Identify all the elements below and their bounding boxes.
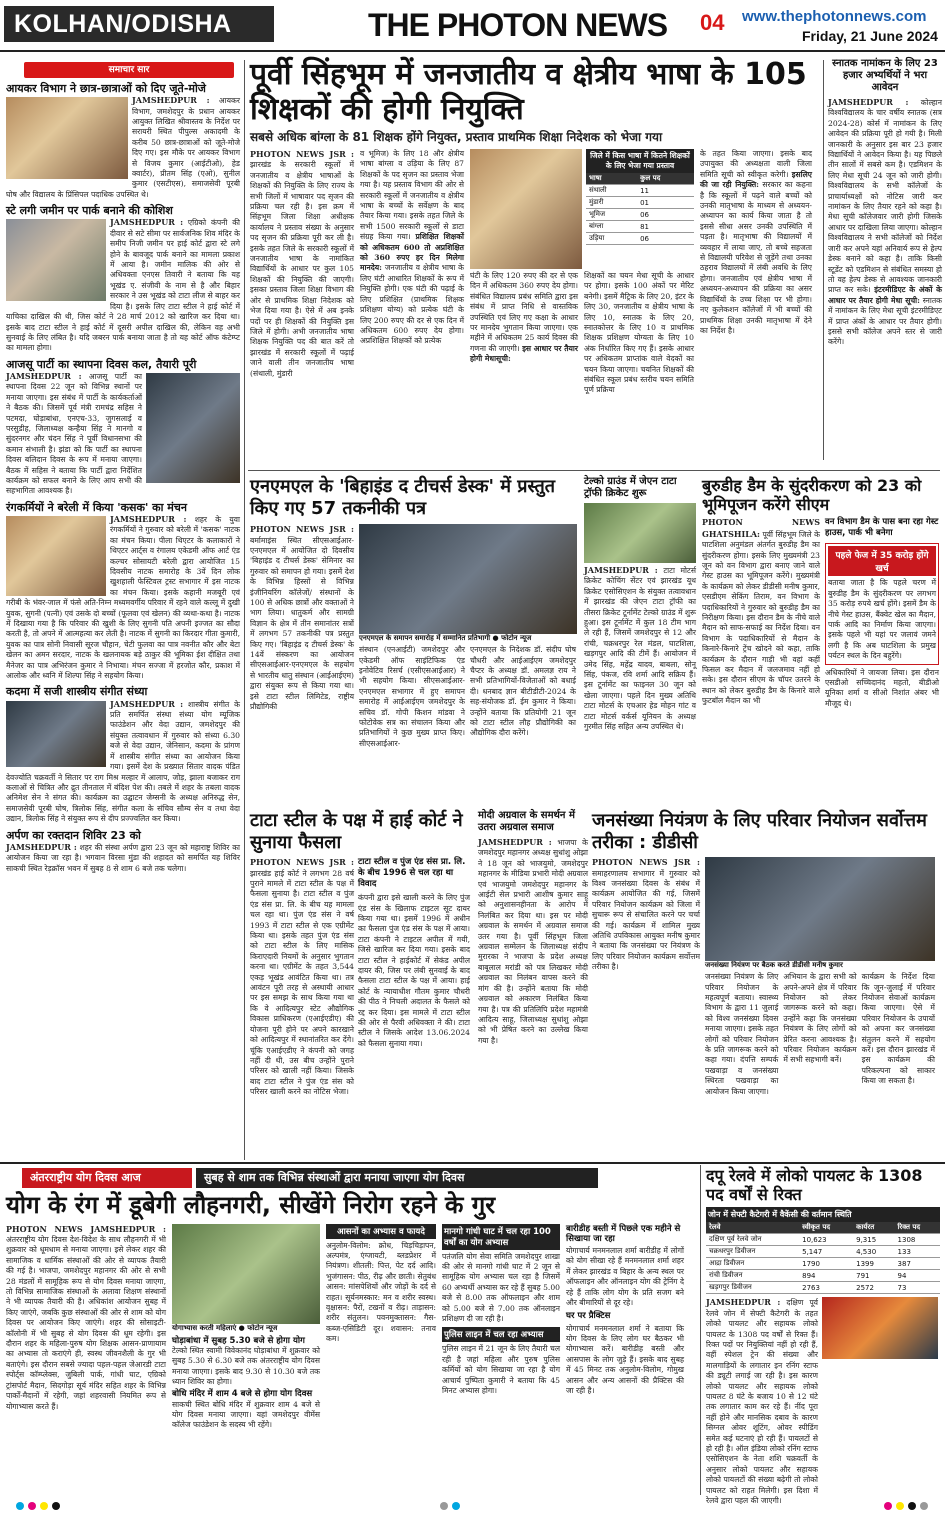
brief-headline: रंगकर्मियों ने बरेली में किया 'कसक' का मंचन (6, 500, 187, 514)
registration-dot (452, 1502, 460, 1510)
page-number: 04 (700, 10, 725, 35)
yoga-benefits-title: आसनों का अभ्यास व फायदे (326, 1224, 436, 1239)
population-photo (705, 857, 935, 961)
section-label: KOLHAN/ODISHA (4, 6, 274, 42)
population-caption: जनसंख्या नियंत्रण पर बैठक करते डीडीसी मनीष कुमार (705, 961, 843, 970)
language-table: जिले में किस भाषा में कितने शिक्षकों के लिए भेजा गया प्रस्ताव भाषा कुल पद संथाली 11 मुंडारी 01 भूमिज 06 बांग्ला 81 उड़िया 06 (586, 149, 694, 269)
railway-story: दपू रेलवे में लोको पायलट के 1308 पद वर्षों से रिक्त जोन में सेफ्टी कैटेगरी में वैकेंसी की वर्तमान स्थिति रेलवे स्वीकृत पद कार्यरत रिक्त पद दक्षिण पूर्व रेलवे जोन 10,623 9,315 1308 चक्रधरपुर डिवीजन 5,147 4,530 133 आद्रा डिवीजन 1790 1399 387 रांची डिवीजन 894 791 94 खड़गपुर डिवीजन 2763 2572 73 JAMSHEDPUR : दक्षिण पूर्व रेलवे जोन में सेफ्टी कैटेगरी के तहत लोको पायलट और सहायक लोको पायलट के 1308 पद वर्षों से रिक्त हैं। रिक्त पदों पर नियुक्तियां नहीं हो रही हैं, वहीं स्पेशल ट्रेन की संख्या और मालगाड़ियों के लगातार इन रनिंग स्टाफ की ड्यूटी लगाई जा रही है। इस कारण लोको पायलट और सहायक लोको पायलट 8 घंटे के बजाय 10 से 12 घंटे तक लगातार काम कर रहे हैं। नींद पूरा नहीं होने और मानसिक दबाव के कारण सिग्नल ओवर शूटिंग, ओवर स्पीडिंग समेत कई घटनाएं हो रही हैं। पायलटों से हो रही है। ऑल इंडिया लोको रनिंग स्टाफ एसोसिएशन के नेता शशि चक्रवर्ती के अनुसार लोको पायलट और सहायक लोको पायलटों की संख्या बढ़ेगी तो लोको पायलट को राहत मिलेगी। इस दिशा में रेलवे द्वारा पहल की जाएगी। (706, 1166, 940, 1498)
lead-headline: पूर्वी सिंहभूम में जनजातीय व क्षेत्रीय भाषा के 105 शिक्षकों की होगी नियुक्ति (250, 57, 807, 127)
yoga-tag: अंतरराष्ट्रीय योग दिवस आज (22, 1168, 192, 1188)
registration-dot (908, 1502, 916, 1510)
tata-headline: टाटा स्टील के पक्ष में हाई कोर्ट ने सुनाया फैसला (250, 810, 463, 853)
brief-headline: आजसू पार्टी का स्थापना दिवस कल, तैयारी पूरी (6, 357, 197, 371)
admissions-headline: स्नातक नामांकन के लिए 23 हजार अभ्यर्थियों ने भरा आवेदन (832, 58, 938, 93)
registration-dot (440, 1502, 448, 1510)
dam-box-title: पहले फेज में 35 करोड़ होंगे खर्च (828, 546, 936, 576)
briefs-column: आयकर विभाग ने छात्र-छात्राओं को दिए जूते-मोजे JAMSHEDPUR : आयकर विभाग, जमशेदपुर के प्रधान आयकर आयुक्त लिखित श्रीवास्तव के निर्देश पर सरायरी स्थित पीपुल्स अकादमी के करीब 50 छात्र-छात्राओं को जूते-मोजे दिए गए। इस मौके पर आयकर विभाग से विजय कुमार (आईटीओ), हेड क्वार्टर), प्रीतम सिंह (एओ), सुनील कुमार (एसटीएस), समाजसेवी पूरबी घोष और विद्यालय के प्रिंसिपल पदाधिक उपस्थित थे। स्टे लगी जमीन पर पार्क बनाने की कोशिश JAMSHEDPUR : एग्रिको कंपनी की दीवार से सटे सीमा पर सार्वजनिक शिव मंदिर के समीप निजी जमीन पर हाई कोर्ट द्वारा स्टे लगे होने के बावजूद पार्क बनाने का मामला प्रकाश में आया है। जमीन मालिक की ओर से अधिवक्ता एनएस तिवारी ने बताया कि यह भूखंड ए. संजीवी के नाम से है और बिहार सरकार ने उस भूखंड को टाटा लीज से बाहर कर दिया है। इसके लिए टाटा स्टील ने हाई कोर्ट में याचिका दाखिल की थी, जिस कोर्ट ने 28 मार्च 2012 को खारिज कर दिया था। इसके बाद टाटा स्टील ने हाई कोर्ट में दूसरी अपील दाखिल की, लेकिन वह अभी सुनवाई के लिए लंबित है। यदि जबरन पार्क बनाया जाता है तो यह कोर्ट ऑफ कंटेम्प्ट का मामला होगा। आजसू पार्टी का स्थापना दिवस कल, तैयारी पूरी JAMSHEDPUR : आजसू पार्टी का स्थापना दिवस 22 जून को विभिन्न स्थानों पर मनाया जाएगा। इस संबंध में पार्टी के कार्यकर्ताओं ने बैठक की। जिसमें पूर्व मंत्री रामचंद्र सहिस ने पटमदा, घोड़ाबांधा, एनएच-33, जुगसलाई व परसुडीह, जिलाध्यक्ष कन्हैया सिंह ने मानगो व सुंदरनगर और चंदन सिंह ने पूर्वी विधानसभा की कमान संभाली है। झंडा को कि पार्टी का स्थापना दिवस बलिदान दिवस के रूप में मनाया जाएगा। बैठक में सहिस ने बताया कि पार्टी द्वारा निर्देशित कार्यक्रम को सफल बनाने के लिए आप सभी की सहभागिता आवश्यक है। रंगकर्मियों ने बरेली में किया 'कसक' का मंचन JAMSHEDPUR : शहर के युवा रंगकर्मियों ने गुरुवार को बरेली में 'कसक' नाटक का मंचन किया। पीला थिएटर के कलाकारों ने थिएटर आर्ट्स व रंगालय एकेडमी ऑफ आर्ट एंड कल्चर सोसायटी बरेली द्वारा आयोजित 15 दिवसीय नाटक समारोह के 3वें दिन लोक खुशहाली फेस्टिवल ट्रस्ट सभागार में इस नाटक का मंचन किया। इसके कहानी मजबूरी एवं गरीबी के भंवर-जाल में फंसे अति-निम्न मध्यमवर्गीय परिवार में रहने वाले कल्लू में दुखी युवक, सुगनी (पत्नी) एवं उसके दो बच्चों (फूलवा एवं खेलन) की व्यथा-कथा है। नाटक में दिखाया गया है कि परिवार की खुशी के लिए सुगनी पति अपनी इज्जत का सौदा करती है, तो अपने में आत्महत्या कर लेती है। नाटक में सुगनी का किरदार गीता कुमारी, युवक का पात्र सोनी निवासी सूरज चौहान, चेटी फुलवा का पात्र नवनीत कौर और बेटा खेलन का अमन सरदार, नाटक के खलनायक बड़े ठाकुर की भूमिका ईश दीक्षित तथा मैनेजर का पात्र अभिरंजन कुमार ने निभाया। मंचन सज्जा में हरजोत कौर, प्रकाश में आलोक और ध्वनि में शिल्पा सिंह ने सहयोग किया। कदमा में सजी शास्त्रीय संगीत संध्या JAMSHEDPUR : शास्त्रीय संगीत के प्रति समर्पित संस्था संध्या योग म्यूजिक फाउंडेशन और वेदा उद्यान, जमशेदपुर की संयुक्त तत्वावधान में गुरुवार को संध्या 6.30 बजे से वेदा उद्यान, जेनिसान, कदमा के प्रांगण में शास्त्रीय संगीत संध्या का आयोजन किया गया। इसमें देश के प्रख्यात सितार वादक पंडित देवज्योति चक्रवर्ती ने सितार पर राग मिश्र मल्हार में आलाप, जोड़, झाला बजाकर राग कलाओं से चित्रित और द्रुत तीनताल में बंदिश पेश की। तबले में शहर के तबला वादक अनिमेश सेन ने संगत की। कार्यक्रम का उद्घाटन जेम्सनी के अध्यक्ष अनिरुद्ध सेन, समाजसेवी पूरबी घोष, त्रिलोक सिंह, संगीत कला के संचिव सौम्य सेन व तथा वेदा उद्यान, त्रिलोक सिंह ने संयुक्त रूप से दीप प्रज्ज्वलित कर किया। अर्पण का रक्तदान शिविर 23 को JAMSHEDPUR : शहर की संस्था अर्पण द्वारा 23 जून को महाराष्ट्र शिविर का आयोजन किया जा रहा है। भगवान विरसा मुंडा की शहादत को समर्पित यह शिविर साकची स्थित रेड़क्रॉस भवन में सुबह 8 से शाम 6 बजे तक चलेगा। (6, 82, 240, 873)
dam-headline: बुरुडीह डैम के सुंदरीकरण को 23 को भूमिपूजन करेंगे सीएम (702, 476, 922, 515)
dam-story: बुरुडीह डैम के सुंदरीकरण को 23 को भूमिपूजन करेंगे सीएम PHOTON NEWS GHATSHILA: पूर्वी सिंहभूम जिले के घाटशिला अनुमंडल अंतर्गत बुरुडीह डैम का सुंदरीकरण होगा। इसके लिए मुख्यमंत्री 23 जून को वन विभाग द्वारा बनाए जाने वाले गेस्ट हाउस का भूमिपूजन करेंगे। मुख्यमंत्री के कार्यक्रम को लेकर डीडीसी मनीष कुमार, एसडीएम सेकिंग तिराम, वन विभाग के पदाधिकारियों ने गुरुवार को बुरुडीह डैम का निरीक्षण किया। इस दौरान डैम के नीचे वाले मैदान को साफ-सफाई का निर्देश दिया। वन विभाग के पदाधिकारियों से मैदान के किनारे-किनारे ट्रेंच खोदने को कहा, ताकि कार्यक्रम के दौरान गाड़ी भी वहां कहीं फिसल कर मैदान में जलजमाव नहीं हो सके। इस दौरान सीएम के चॉपर उतरने के स्थान को लेकर बुरुडीह डैम के किनारे वाले फुटबॉल मैदान का भी वन विभाग डैम के पास बना रहा गेस्ट हाउस, पार्क भी बनेगा पहले फेज में 35 करोड़ होंगे खर्च बताया जाता है कि पहले चरण में बुरुडीह डैम के सुंदरीकरण पर लगभग 35 करोड़ रुपये खर्च होंगे। इसमें डैम के नीचे गेस्ट हाउस, बैंक्वेट खेल का मैदान, पार्क आदि का निर्माण किया जाएगा। इसके पहले भी यहां पर जलावं जमने लगी है कि अब घाटशिला के प्रमुख पर्यटन स्थल के दिन बहुरेंगे। अधिकारियों ने जायजा लिया। इस दौरान एसडीओ सच्चिदानंद महतो, बीडीओ यूनिका शर्मा व सीओ निशांत अंबर भी मौजूद थे। (702, 476, 939, 708)
brief-photo (6, 97, 128, 179)
brief-photo (6, 516, 106, 596)
brief-photo (146, 373, 240, 483)
yoga-story: योग के रंग में डूबेगी लौहनगरी, सीखेंगे निरोग रहने के गुर PHOTON NEWS JAMSHEDPUR : अंतरराष्ट्रीय योग दिवस देश-विदेश के साथ लौहनगरी में भी शुक्रवार को धूमधाम से मनाया जाएगा। इसे लेकर शहर की सामाजिक व धार्मिक संस्थाओं की ओर से व्यापक तैयारी की गई है। भाजपा, जमशेदपुर महानगर की ओर से सभी 28 मंडलों में सामूहिक रूप से योग दिवस मनाया जाएगा, तो विभिन्न सामाजिक संस्थाओं के अलावा शिक्षण संस्थानों ने भी व्यापक तैयारी की है। अधिकांश आयोजन सुबह में किए जाएंगे, जबकि कुछ संस्थाओं की ओर से शाम को योग दिवस पर आयोजन किए जाएंगे। शहर की सोसाइटी-कॉलोनी में भी सुबह से योग दिवस की धूम रहेगी। इस दौरान शहर के महिला-पुरुष योग शिक्षक आसन-प्राणायाम का अभ्यास तो कराएंगे ही, स्वस्थ जीवनशैली के गुर भी बताएंगे। इस दौरान सबसे ज्यादा पहल-पहल जेआरडी टाटा स्पोर्ट्स कॉम्प्लेक्स, जुबिली पार्क, गांधी घाट, एग्रिको ट्रांसपोर्ट मैदान, सिदगोड़ा सूर्य मंदिर सहित शहर के विभिन्न पार्कों-मैदानों में रहेगी, जहां शहरवासी नियमित रूप से योगाभ्यास करते हैं। योगाभ्यास करती महिलाएं ● फोटोन न्यूज घोड़ाबांधा में सुबह 5.30 बजे से होगा योग टेल्को स्थित स्वामी विवेकानंद घोड़ाबांधा में शुक्रवार को सुबह 5.30 से 6.30 बजे तक अंतरराष्ट्रीय योग दिवस मनाया जाएगा। इसके बाद 9.30 से 10.30 बजे तक ध्यान शिविर का होगा। बोधि मंदिर में शाम 4 बजे से होगा योग दिवस साकची स्थित बोधि मंदिर में शुक्रवार शाम 4 बजे से योग दिवस मनाया जाएगा। यहां जमशेदपुर वीमेंस कॉलेज फाउंडेशन के सदस्य भी रहेंगे। आसनों का अभ्यास व फायदे अनुलोम-विलोम: क्रोध, चिड़चिड़ापन, अल्पमंत्र, एंग्जायटी, ब्लडप्रेशर में नियंत्रण। शीतली: पित्त, पेट दर्द आदि। भुजंगासन: पीठ, रीढ़ और छाती। सेतुबंध आसन: मांसपेशियों और जोड़ों के दर्द से राहत। सूर्यनमस्कार: मन व शरीर स्वस्थ। वृक्षासन: पैरों, टखनों व रीढ़। ताड़ासन: शरीर संतुलन। पवनमुक्तासन: गैस-कब्ज-एसिडिटी दूर। शवासन: तनाव कम। मानगो गांधी घाट में चल रहा 100 वर्षों का योग अभ्यास पतंजलि योग सेवा समिति जमशेदपुर शाखा की ओर से मानगो गांधी घाट में 2 जून से सामूहिक योग अभ्यास चल रहा है जिसमें 60 अभ्यर्थी अभ्यास कर रहे हैं सुबह 5.00 बजे से 8.00 तक ऑफलाइन और शाम को 5.00 बजे से 7.00 तक ऑनलाइन प्रशिक्षण दी जा रही है। पुलिस लाइन में चल रहा अभ्यास पुलिस लाइन में 21 जून के लिए तैयारी चल रही है जहां महिला और पुरुष पुलिस कर्मियों को योग सिखाया जा रहा है योग आचार्य पुष्पिता कुमारी ने बताया कि 45 मिनट अभ्यास होगा। बारीडीह बस्ती में पिछले एक महीने से सिखाया जा रहा योगाचार्य मनमनलाल शर्मा बारीडीह में लोगों को योग सीखा रहे हैं मनमनलाल शर्मा शहर में लेकर झारखंड व बिहार के अन्य स्थल पर ऑफलाइन और ऑनलाइन योग की ट्रेनिंग दे रहे हैं ताकि लोग योग के प्रति सजग बने और बीमारियों से दूर रहे। घर पर प्रैक्टिस योगाचार्य मनमनलाल शर्मा ने बताया कि योग दिवस के लिए लोग घर बैठकर भी योगाभ्यास करें। बारीडीह बस्ती और आसपास के लोग जुड़े हैं। इसके बाद सुबह में 45 मिनट तक अनुलोम-विलोम, गोमुख आसन और अन्य आसनों की प्रैक्टिस की जा रही है। (6, 1192, 696, 1498)
registration-dot (884, 1502, 892, 1510)
registration-dot (28, 1502, 36, 1510)
cricket-story: टेल्को ग्राउंड में जेएन टाटा ट्रॉफी क्रिकेट शुरू JAMSHEDPUR : टाटा मोटर्स क्रिकेट कोचिंग सेंटर एवं झारखंड यूथ क्रिकेट एसोसिएशन के संयुक्त तत्वावधान में झारखंड की जेएन टाटा ट्रॉफी का तीसरा क्रिकेट टूर्नामेंट टेल्को ग्राउंड में शुरू हुआ। इस टूर्नामेंट में कुल 18 टीम भाग ले रही हैं, जिसमें जमशेदपुर से 12 और रांची, चक्रधरपुर रेल मंडल, घाटशिला, खड़गपुर आदि की टीमें हैं। आयोजन में उमेद सिंह, महेंद्र यादव, बाबला, सोनू सिंह, पंकज, रवि शर्मा आदि सक्रिय हैं। इस टूर्नामेंट का फाइनल 30 जून को खेला जाएगा। पहले दिन मुख्य अतिथि टाटा मोटर्स के एचआर हेड मोहन गांट व टाटा मोटर्स वर्कर्स यूनियन के अध्यक्ष गुरमीत सिंह सहित अन्य उपस्थित थे। (584, 476, 696, 732)
tata-side-deck: टाटा स्टील व पुंज एंड संस प्रा. लि. के बीच 1996 से चल रहा था विवाद (358, 857, 466, 890)
nml-caption: एनएमएल के समापन समारोह में सम्मानित प्रतिभागी ● फोटोन न्यूज (359, 634, 532, 643)
registration-dot (40, 1502, 48, 1510)
tata-story: टाटा स्टील के पक्ष में हाई कोर्ट ने सुनाया फैसला PHOTON NEWS JSR : झारखंड हाई कोर्ट ने लगभग 28 वर्ष पुराने मामले में टाटा स्टील के पक्ष में फैसला सुनाया है। टाटा स्टील व पुंज एंड संस प्रा. लि. के बीच यह मामला चल रहा था। पुंज एंड संस ने वर्ष 1993 में टाटा स्टील से एक एग्रीमेंट किया था। इसके तहत पुंज एंड संस को टाटा स्टील के लिए मासिक किराएदारी नियमों के अनुसार भुगतान करना था। एग्रीमेंट के तहत 3,544 एकड़ भूखंड आवंटित किया था। तत्र आवंटन पूरी तरह से अस्थायी आधार पर इस समझ के साथ किया गया था कि वे आदित्यपुर स्टेट औद्योगिक विकास प्राधिकरण (एआईएडीए) की योजना पूरी होने पर अपने कारखाने को आदित्यपुर में स्थानांतरित कर देंगे। चूंकि एआईएडीए ने कंपनी को जगह नहीं दी थी, उस बीच उन्होंने पुराने परिसर को खाली नहीं किया। जिसके बाद टाटा स्टील ने पुंज एंड संस को परिसर खाली करने का नोटिस भेजा। टाटा स्टील व पुंज एंड संस प्रा. लि. के बीच 1996 से चल रहा था विवाद कंपनी द्वारा इसे खाली करने के लिए पुंज एंड संस के खिलाफ टाइटल सूट दायर किया गया था। इसमें 1996 में अधीन का फैसला पुंज एंड संस के पक्ष में आया। टाटा कंपनी ने टाइटल अपील में गयी, जिसे खारिज कर दिया गया। इसके बाद टाटा स्टील ने हाईकोर्ट में सेकंड अपील दायर की, जिस पर लंबी सुनवाई के बाद फैसला टाटा स्टील के पक्ष में आया। हाई कोर्ट के न्यायाधीश गौतम कुमार चौधरी की पीठ ने निचली अदालत के फैसले को रद्द कर दिया। इस मामले में टाटा स्टील की ओर से पैरवी अधिवक्ता ने की। टाटा स्टील ने जिसके आदेश 13.06.2024 को फैसला सुनाया गया। (250, 810, 470, 1097)
brief-headline: आयकर विभाग ने छात्र-छात्राओं को दिए जूते-मोजे (6, 82, 206, 95)
railway-vacancy-table: रेलवे स्वीकृत पद कार्यरत रिक्त पद दक्षिण पूर्व रेलवे जोन 10,623 9,315 1308 चक्रधरपुर डिवीजन 5,147 4,530 133 आद्रा डिवीजन 1790 1399 387 रांची डिवीजन 894 791 94 खड़गपुर डिवीजन 2763 2572 73 (706, 1222, 940, 1294)
yoga-headline: योग के रंग में डूबेगी लौहनगरी, सीखेंगे निरोग रहने के गुर (6, 1191, 496, 1219)
modi-story: मोदी अग्रवाल के समर्थन में उतरा अग्रवाल समाज JAMSHEDPUR : भाजपा के जमशेदपुर महानगर अध्यक्ष सुधांशु ओझा ने 18 जून को भाजयुमो, जमशेदपुर महानगर के मीडिया प्रभारी मोदी अग्रवाल एवं भाजयुमो जमशेदपुर महानगर के आईटी सेल प्रभारी आशीष कुमार साहू को अनुशासनहीनता के आरोप में निलंबित कर दिया था। इस पर मोदी अग्रवाल के समर्थन में अग्रवाल समाज उतर गया है। पूर्वी सिंहभूम जिला अग्रवाल सम्मेलन के जिलाध्यक्ष संदीप मुरारका ने भाजपा के प्रदेश अध्यक्ष बाबूलाल मरांडी को पत्र लिखकर मोदी अग्रवाल का निलंबन वापस करने की मांग की है। उन्होंने बताया कि मोदी अग्रवाल को अकारण निलंबित किया गया है। पत्र की प्रतिलिपि प्रदेश महामंत्री आदित्य साहू, जिलाध्यक्ष सुधांशु ओझा को भी प्रेषित करने का उल्लेख किया गया है। (478, 810, 588, 1045)
brief-photo (6, 701, 106, 767)
registration-dot (16, 1502, 24, 1510)
masthead (0, 0, 945, 52)
brief-headline: अर्पण का रक्तदान शिविर 23 को (6, 828, 141, 842)
briefs-tag: समाचार सार (24, 62, 234, 78)
railway-table-title: जोन में सेफ्टी कैटेगरी में वैकेंसी की वर्तमान स्थिति (706, 1207, 940, 1222)
nml-story: एनएमएल के 'बिहाइंड द टीचर्स डेस्क' में प्रस्तुत किए गए 57 तकनीकी पत्र PHOTON NEWS JSR : बर्मामाइंस स्थित सीएसआईआर-एनएमएल में आयोजित दो दिवसीय 'बिहाइंड द टीचर्स डेस्क' सेमिनार का गुरुवार को समापन हो गया। इसमें देश के विभिन्न हिस्सों से विभिन्न इंजीनियरिंग कॉलेजों/ संस्थानों के 100 से अधिक छात्रों और वक्ताओं ने भाग लिया। धातुकर्म और सामग्री विज्ञान के क्षेत्र में तीन समानांतर सत्रों में लगभग 57 तकनीकी पत्र प्रस्तुत किए गए। 'बिहाइंड द टीचर्स डेस्क' के 14वें संस्करण का आयोजन सीएसआईआर-एनएमएल के सहयोग से भारतीय धातु संस्थान (आईआईएम) द्वारा संयुक्त रूप से किया गया था। इसे टाटा स्टील लिमिटेड, राष्ट्रीय प्रौद्योगिकी एनएमएल के समापन समारोह में सम्मानित प्रतिभागी ● फोटोन न्यूज संस्थान (एनआईटी) जमशेदपुर और एकेडमी ऑफ साइंटिफिक एंड इनोवेटिव रिसर्च (एसीएसआईआर) ने भी सहयोग किया। सीएसआईआर-एनएमएल सभागार में हुए समापन समारोह में आईआईएम जमशेदपुर के सचिव डॉ. गोपी किशन मांडवा ने फोटोवेक सत्र का संचालन किया और प्रतिभागियों ने कुछ मुख्य प्राप्त किए। सीएसआईआर- एनएमएल के निदेशक डॉ. संदीप घोष चौधरी और आईआईएम जमशेदपुर चैप्टर के अध्यक्ष डॉ. अमलज्ञ राय ने सभी प्रतिभागियों-विजेताओं को बधाई दी। धनबाद ज्ञान बीटीडीटी-2024 के सह-संयोजक डॉ. ईम कुमार ने किया। उन्होंने बताया कि प्रतियोगी 21 जून को टाटा स्टील लौह प्रौद्योगिकी का औद्योगिक दौरा करेंगे। (250, 476, 576, 748)
nml-photo (359, 524, 577, 634)
teacher-photo (470, 149, 582, 269)
cricket-headline: टेल्को ग्राउंड में जेएन टाटा ट्रॉफी क्रिकेट शुरू (584, 476, 677, 499)
cricket-photo (584, 503, 696, 563)
registration-dot (896, 1502, 904, 1510)
yoga-photo-caption: योगाभ्यास करती महिलाएं ● फोटोन न्यूज (172, 1323, 278, 1332)
yoga-subtag: सुबह से शाम तक विभिन्न संस्थाओं द्वारा मनाया जाएगा योग दिवस (196, 1168, 598, 1188)
yoga-photo (172, 1224, 320, 1324)
brief-headline: स्टे लगी जमीन पर पार्क बनाने की कोशिश (6, 204, 173, 218)
modi-headline: मोदी अग्रवाल के समर्थन में उतरा अग्रवाल समाज (478, 810, 575, 833)
lead-story: पूर्वी सिंहभूम में जनजातीय व क्षेत्रीय भाषा के 105 शिक्षकों की होगी नियुक्ति सबसे अधिक बांग्ला के 81 शिक्षक होंगे नियुक्त, प्रस्ताव प्राथमिक शिक्षा निदेशक को भेजा गया PHOTON NEWS JSR : झारखंड के सरकारी स्कूलों में जनजातीय व क्षेत्रीय भाषाओं के शिक्षकों की नियुक्ति के लिए राज्य के सभी जिलों में भाषावार पद सृजन की प्रक्रिया चल रही है। इस क्रम में सिंहभूम जिला शिक्षा अधीक्षक कार्यालय ने प्रस्ताव संख्या के अनुसार पद सृजन की प्रक्रिया पूरी कर ली है। इसके तहत जिले के सरकारी स्कूलों में जनजातीय भाषा के नामांकित विद्यार्थियों के आधार पर कुल 105 शिक्षकों की नियुक्ति की जाएगी। इसका प्रस्ताव जिला शिक्षा विभाग की ओर से प्राथमिक शिक्षा निदेशक को भेज दिया गया है। ऐसे में अब इनके पदों पर ही शिक्षकों की नियुक्ति इस जिले में होगी। अभी जनजातीय भाषा शिक्षक नियुक्ति पद की बात करें तो झारखंड में सरकारी स्कूलों में पढ़ाई जाने वाली तीन जनजातीय भाषा (संथाली, मुंडारी व भूमिज) के लिए 18 और क्षेत्रीय भाषा बांग्ला व उड़िया के लिए 87 शिक्षकों के पद सृजन का प्रस्ताव भेजा गया है। यह प्रस्ताव विभाग की ओर से सरकारी स्कूलों में जनजातीय व क्षेत्रीय भाषा के बच्चों के सर्वेक्षण के बाद तैयार किया गया। इसके तहत जिले के सभी 1500 सरकारी स्कूलों से डाटा संग्रह किया गया। प्रशिक्षित शिक्षकों को अधिकतम 600 तो अप्रशिक्षित को 360 रुपए हर दिन मिलेगा मानदेय: जनजातीय व क्षेत्रीय भाषा के लिए घंटी आधारित शिक्षकों के रूप में नियुक्ति होगी। एक घंटी की पढ़ाई के लिए प्रशिक्षित (प्राथमिक शिक्षक प्रशिक्षण योग्य) को प्रत्येक घंटी के लिए 200 रुपए की दर से एक दिन में अधिकतम 600 रुपए देय होगा। अप्रशिक्षित शिक्षकों को प्रत्येक जिले में किस भाषा में कितने शिक्षकों के लिए भेजा गया प्रस्ताव भाषा कुल पद संथाली 11 मुंडारी 01 भूमिज 06 बांग्ला 81 उड़िया 06 घंटी के लिए 120 रुपए की दर से एक दिन में अधिकतम 360 रुपए देय होगा। संबंधित विद्यालय प्रबंध समिति द्वारा इस संबंध में प्राप्त निधि से वास्तविक उपस्थिति एवं लिए गए कक्षा के आधार पर मानदेय भुगतान किया जाएगा। एक महीने में अधिकतम 25 कार्य दिवस की गणना की जाएगी। इस आधार पर तैयार होगी मेधासूची: शिक्षकों का चयन मेधा सूची के आधार पर होगा। इसके 100 अंकों पर मेरिट बनेगी। इसमें मैट्रिक के लिए 20, इंटर के लिए 30, जनजातीय व क्षेत्रीय भाषा के लिए 10, स्नातक के लिए 20, स्नातकोत्तर के लिए 10 व प्राथमिक शिक्षक प्रशिक्षण योग्यता के लिए 10 अंक निर्धारित किए गए हैं। इसके आधार पर अधिकतम प्राप्तांक वाले वेदकों का चयन किया जाएगा। चयनित शिक्षकों की संबंधित स्कूल प्रबंध स्तरीय चयन समिति पूर्ण प्रक्रिया के तहत किया जाएगा। इसके बाद उपायुक्त की अध्यक्षता वाली जिला समिति सूची को स्वीकृत करेगी। इसलिए की जा रही नियुक्ति: सरकार का कहना है कि स्कूलों में पढ़ने वाले बच्चों को उनकी मातृभाषा के माध्यम से अध्ययन-अध्यापन का कार्य किया जाता है तो इससे सीधा असर उनकी उपस्थिति में पड़ता है। मातृभाषा की विद्यालयों में व्यवहार में लाया जाए, तो बच्चे सहजता से विद्यालयी परिवेश से जुड़ेंगे तथा उनका ठहराव विद्यालयों में लंबी अवधि के लिए होगा। जनजातीय एवं क्षेत्रीय भाषा में अध्ययन-अध्यापन की प्रक्रिया का असर विद्यार्थियों के उच्च शिक्षा पर भी होगा। नए कुलेकशन कॉलेजों में भी बच्चों की प्राथमिक शिक्षा उनकी मातृभाषा में देने का निर्देश है। (250, 58, 818, 468)
print-registration-marks (0, 1502, 945, 1512)
train-photo (822, 1297, 938, 1359)
registration-dot (52, 1502, 60, 1510)
railway-headline: दपू रेलवे में लोको पायलट के 1308 पद वर्षों से रिक्त (706, 1166, 923, 1205)
population-story: जनसंख्या नियंत्रण के लिए परिवार नियोजन सर्वोत्तम तरीका : डीडीसी PHOTON NEWS JSR : समाहरणालय सभागार में गुरुवार को विश्व जनसंख्या दिवस के संबंध में कार्यक्रम आयोजित की गई, जिसमें परिवार नियोजन कार्यक्रम को जिला में सुचारू रूप से संचालित करने पर चर्चा की गई। कार्यक्रम में शामिल मुख्य अतिथि उपविकास आयुक्त मनीष कुमार ने बताया कि जनसंख्या पर नियंत्रण के लिए परिवार नियोजन कार्यक्रम सर्वोत्तम तरीका है। जनसंख्या नियंत्रण पर बैठक करते डीडीसी मनीष कुमार जनसंख्या नियंत्रण के लिए परिवार नियोजन के महत्वपूर्ण बताया। स्वास्थ्य विभाग के द्वारा 11 जुलाई को विश्व जनसंख्या दिवस मनाया जाएगा। इसके तहत लोगों को परिवार नियोजन के प्रति जागरूक करने को कहा गया। दंपत्ति सम्पर्क पखवाड़ा व जनसंख्या स्थिरता पखवाड़ा का आयोजन किया जाएगा। अभियान के द्वारा सभी को अपने-अपने क्षेत्र में परिवार नियोजन को लेकर जागरूक करने को कहा। उन्होंने कहा कि जनसंख्या नियंत्रण के लिए लोगों को प्रेरित करना आवश्यक है। परिवार नियोजन कार्यक्रम में सभी सहभागी बनें। कार्यक्रम के निर्देश दिया कि जून-जुलाई में परिवार नियोजन सेवाओं कार्यक्रम किया जाएगा। ऐसे में परिवार नियोजन के उपायों को अपना कर जनसंख्या संतुलन करने में सहयोग करें। इस दौरान झारखंड में इस कार्यक्रम की परिकल्पना को साकार किया जा सकता है। (592, 810, 940, 1160)
registration-dot (920, 1502, 928, 1510)
website-link[interactable]: www.thephotonnews.com (742, 8, 927, 25)
nml-headline: एनएमएल के 'बिहाइंड द टीचर्स डेस्क' में प्रस्तुत किए गए 57 तकनीकी पत्र (250, 476, 556, 519)
issue-date: Friday, 21 June 2024 (802, 28, 938, 44)
admissions-story: स्नातक नामांकन के लिए 23 हजार अभ्यर्थियों ने भरा आवेदन JAMSHEDPUR : कोल्हान विश्वविद्यालय के चार वर्षीय स्नातक (सत्र 2024-28) कोर्स में नामांकन के लिए आवेदन की प्रक्रिया पूरी हो गयी है। मिली जानकारी के अनुसार इस बार 23 हजार विद्यार्थियों ने आवेदन किया है। यह पिछले तीन सालों में सबसे कम है। एडमिशन के लिए मेधा सूची 24 जून को जारी होगी। विश्वविद्यालय के सभी कॉलेजों के प्राचार्याध्यक्षों को नोटिस जारी कर नामांकन के लिए तैयार रहने को कहा है। मेधा सूची कॉलेजवार जारी होगी जिसके आधार पर दाखिला लिया जाएगा। कोल्हान विश्वविद्यालय ने सभी कॉलेजों को निर्देश जारी कर अपने यहां अनिवार्य रूप से हेल्प डेस्क बनाने को कहा है। ताकि किसी स्टूडेंट को एडमिशन से संबंधित समस्या हो तो वह हेल्प डेस्क से आवश्यक जानकारी प्राप्त कर सके। इंटरमीडिएट के अंकों के आधार पर तैयार होगी मेधा सूची: स्नातक में नामांकन के लिए मेधा सूची इंटरमीडिएट में प्राप्त अंकों के आधार पर तैयार होगी। इससे सभी कॉलेज अपने स्तर से जारी करेंगे। (828, 58, 942, 347)
population-headline: जनसंख्या नियंत्रण के लिए परिवार नियोजन सर्वोत्तम तरीका : डीडीसी (592, 810, 927, 853)
dam-bullet: वन विभाग डैम के पास बना रहा गेस्ट हाउस, पार्क भी बनेगा (825, 517, 939, 539)
newspaper-name: THE PHOTON NEWS (368, 7, 668, 43)
brief-photo (6, 219, 106, 301)
lead-deck: सबसे अधिक बांग्ला के 81 शिक्षक होंगे नियुक्त, प्रस्ताव प्राथमिक शिक्षा निदेशक को भेजा गया (250, 130, 663, 144)
brief-headline: कदमा में सजी शास्त्रीय संगीत संध्या (6, 685, 148, 699)
